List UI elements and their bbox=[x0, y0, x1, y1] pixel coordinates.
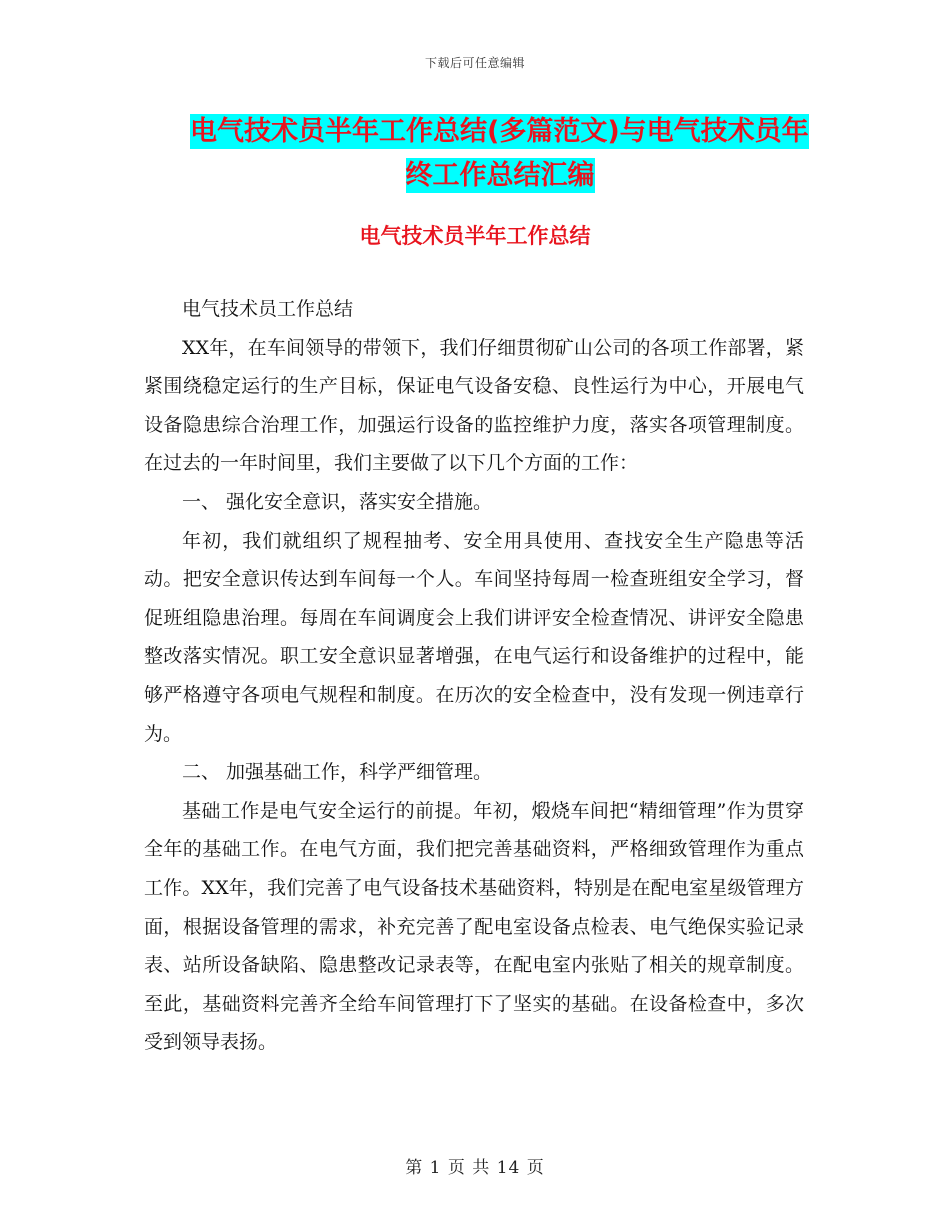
document-title-line-1 bbox=[190, 110, 810, 154]
page-number: 第 1 页 共 14 页 bbox=[405, 1158, 545, 1178]
document-title bbox=[190, 110, 810, 198]
title-highlight-1: 电气技术员半年工作总结(多篇范文)与电气技术员年 bbox=[190, 116, 809, 147]
paragraph-subtitle: 电气技术员工作总结 bbox=[182, 298, 354, 320]
paragraph-heading-2: 二、 加强基础工作，科学严细管理。 bbox=[182, 761, 493, 784]
title-highlight-2: 终工作总结汇编 bbox=[405, 160, 595, 191]
paragraph-foundation: 基础工作是电气安全运行的前提。年初，煅烧车间把“精细管理”作为贯穿全年的基础工作。在电气方面，我们把完善基础资料，严格细致管理作为重点工作。XX年，我们完善了电气设备技术基础资料，特别是在配电室星级管理方面，根据设备管理的需求，补充完善了配电室设备点检表、电气绝保实验记录表、站所设备缺陷、隐患整改记录表等，在配电室内张贴了相关的规章制度。至此，基础资料完善齐全给车间管理打下了坚实的基础。在设备检查中，多次受到领导表扬。 bbox=[144, 799, 804, 1054]
document-body bbox=[144, 290, 804, 1062]
paragraph-safety: 年初，我们就组织了规程抽考、安全用具使用、查找安全生产隐患等活动。把安全意识传达到车间每一个人。车间坚持每周一检查班组安全学习，督促班组隐患治理。每周在车间调度会上我们讲评安全检查情况、讲评安全隐患整改落实情况。职工安全意识显著增强，在电气运行和设备维护的过程中，能够严格遵守各项电气规程和制度。在历次的安全检查中，没有发现一例违章行为。 bbox=[144, 529, 804, 745]
header-note: 下载后可任意编辑 bbox=[424, 56, 525, 70]
document-title-line-2 bbox=[190, 154, 810, 198]
paragraph-heading-1: 一、 强化安全意识，落实安全措施。 bbox=[182, 490, 493, 513]
section-title: 电气技术员半年工作总结 bbox=[359, 224, 591, 248]
paragraph-intro: XX年，在车间领导的带领下，我们仔细贯彻矿山公司的各项工作部署，紧紧围绕稳定运行的生产目标，保证电气设备安稳、良性运行为中心，开展电气设备隐患综合治理工作，加强运行设备的监控维护力度，落实各项管理制度。在过去的一年时间里，我们主要做了以下几个方面的工作： bbox=[144, 336, 804, 475]
